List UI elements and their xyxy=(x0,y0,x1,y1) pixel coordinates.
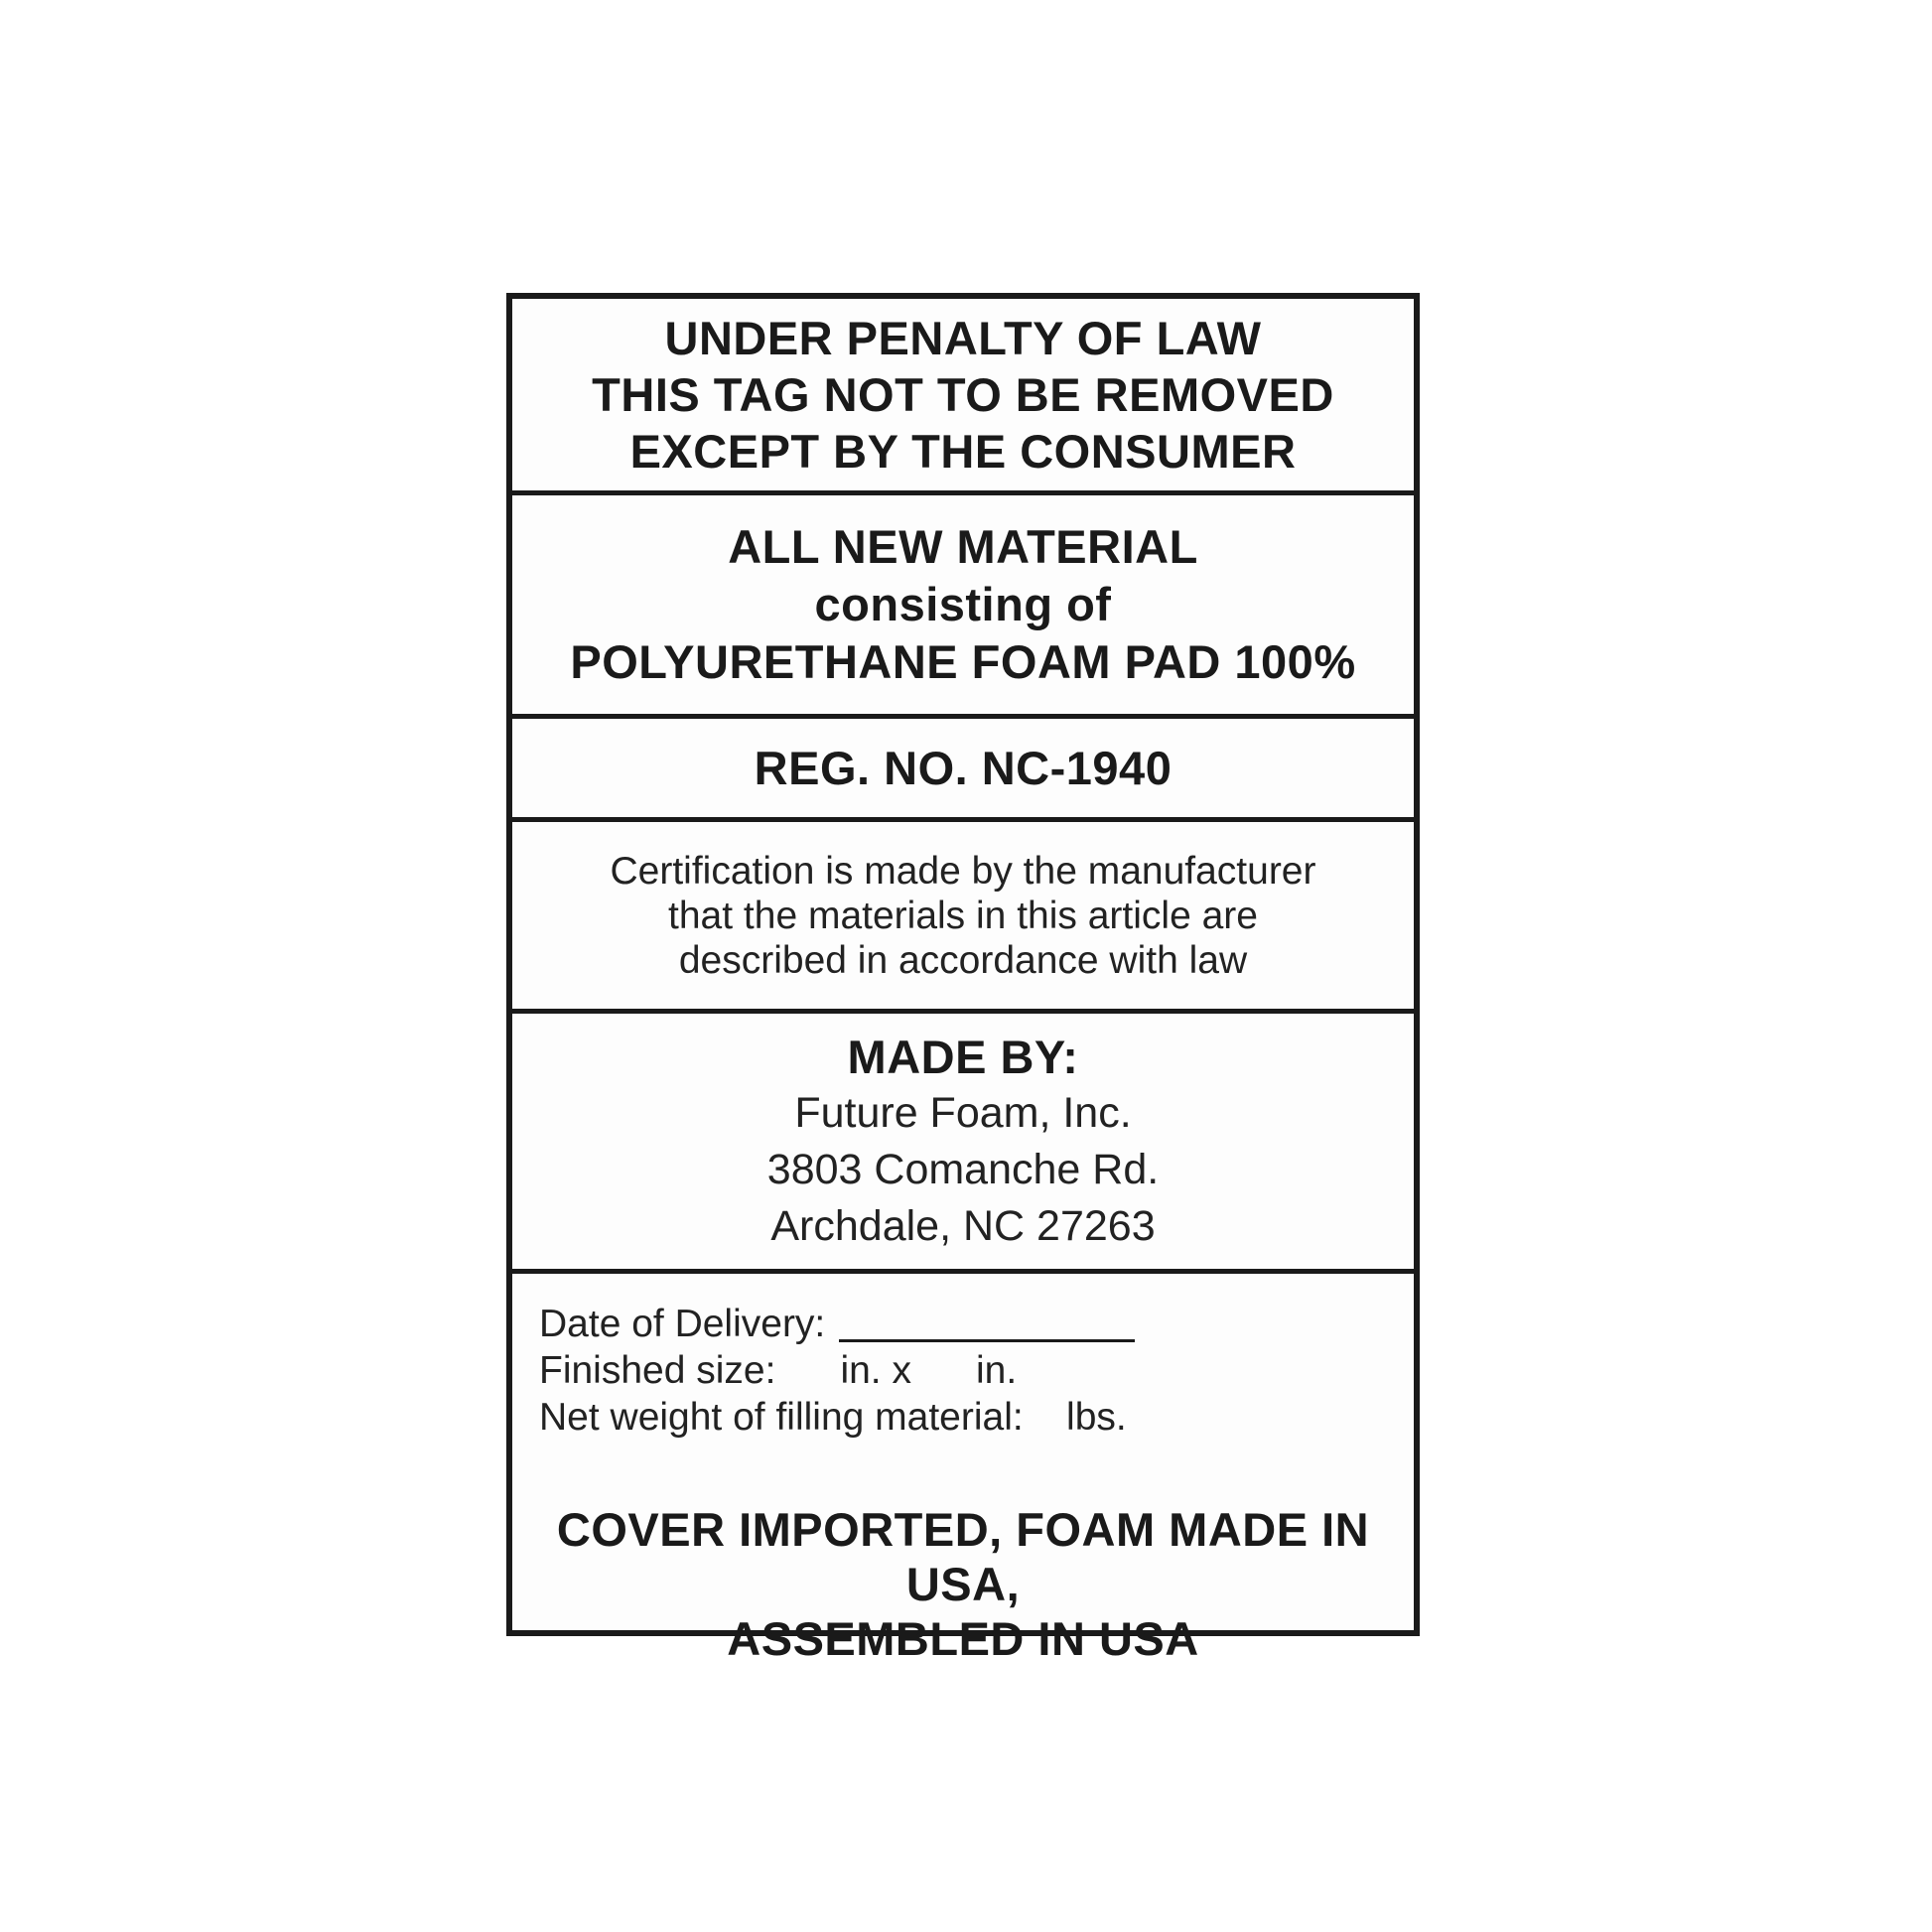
origin-statement xyxy=(512,1502,1414,1666)
certification-line: that the materials in this article are xyxy=(668,894,1258,937)
penalty-notice-section xyxy=(512,299,1414,490)
certification-line: described in accordance with law xyxy=(678,938,1248,982)
manufacturer-name: Future Foam, Inc. xyxy=(794,1088,1132,1137)
made-by-heading: MADE BY: xyxy=(847,1030,1079,1083)
certification-line: Certification is made by the manufacturer xyxy=(610,849,1316,893)
details-section xyxy=(512,1269,1414,1665)
date-of-delivery-line xyxy=(512,1301,1414,1347)
manufacturer-city-state-zip: Archdale, NC 27263 xyxy=(770,1201,1156,1250)
certification-section xyxy=(512,817,1414,1009)
origin-line: COVER IMPORTED, FOAM MADE IN USA, xyxy=(556,1503,1370,1610)
material-line: ALL NEW MATERIAL xyxy=(728,520,1198,573)
penalty-line: THIS TAG NOT TO BE REMOVED xyxy=(592,368,1334,421)
material-line: POLYURETHANE FOAM PAD 100% xyxy=(570,635,1356,688)
made-by-section xyxy=(512,1009,1414,1269)
finished-size-line: Finished size: in. x in. xyxy=(539,1349,1018,1392)
penalty-line: UNDER PENALTY OF LAW xyxy=(664,312,1262,364)
fill-in-details xyxy=(512,1301,1414,1441)
registration-number: REG. NO. NC-1940 xyxy=(754,742,1173,794)
origin-line: ASSEMBLED IN USA xyxy=(727,1612,1199,1665)
registration-section xyxy=(512,714,1414,817)
net-weight-line: Net weight of filling material: lbs. xyxy=(539,1396,1127,1439)
date-of-delivery-label: Date of Delivery: xyxy=(539,1303,826,1345)
law-tag-label xyxy=(506,293,1420,1665)
penalty-line: EXCEPT BY THE CONSUMER xyxy=(629,425,1297,478)
material-section xyxy=(512,490,1414,714)
manufacturer-street: 3803 Comanche Rd. xyxy=(766,1145,1160,1193)
material-line: consisting of xyxy=(814,578,1112,630)
date-underline xyxy=(839,1339,1135,1342)
